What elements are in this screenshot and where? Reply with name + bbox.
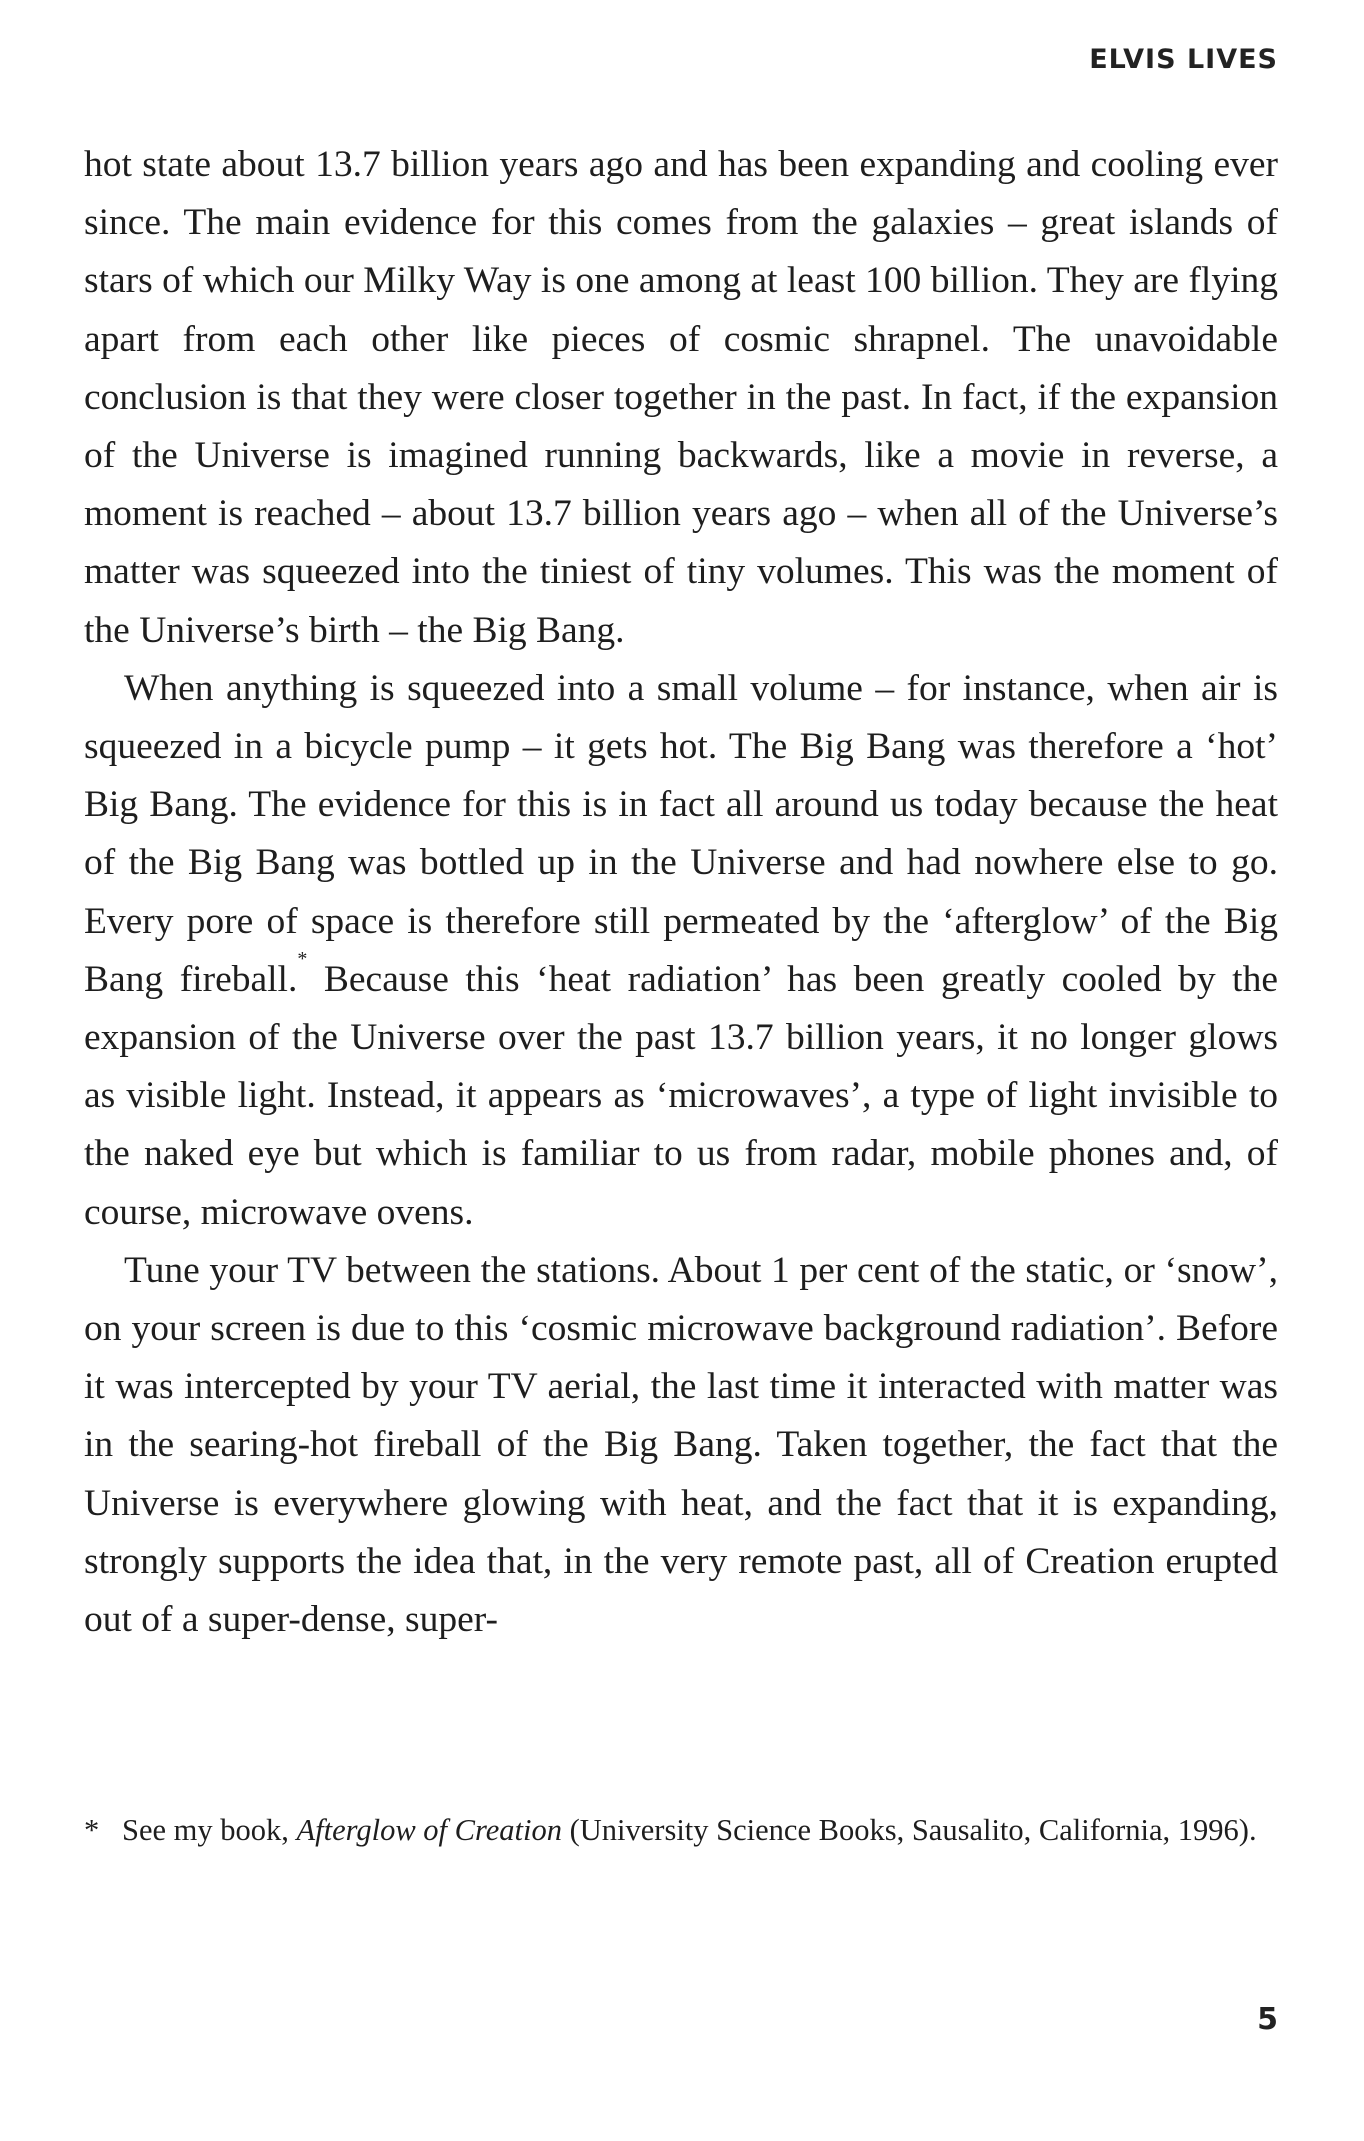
running-title: ELVIS LIVES	[1089, 44, 1278, 75]
footnote-marker: *	[84, 1813, 100, 1847]
paragraph-2-text-a: When anything is squeezed into a small volume – for instance, when air is squeezed in a bicycle pump – it gets hot. The Big Bang was therefore a ‘hot’ Big Bang. The evidence for this is in fact all around us today because the heat of the Big Bang was bottled up in the Universe and had nowhere else to go. Every pore of space is therefore still permeated by the ‘afterglow’ of the Big Bang fireball.	[84, 667, 1278, 1000]
paragraph-2-text-b: Because this ‘heat radiation’ has been greatly cooled by the expansion of the Universe over the past 13.7 billion years, it no longer glows as visible light. Instead, it appears as ‘microwaves’, a type of light invisible to the naked eye but which is familiar to us from radar, mobile phones and, of course, microwave ovens.	[84, 958, 1278, 1233]
main-text	[84, 136, 1278, 1649]
footnote-reference: *	[297, 947, 308, 970]
footnote-suffix: (University Science Books, Sausalito, California, 1996).	[561, 1813, 1257, 1847]
footnote	[84, 1808, 1278, 1853]
paragraph-1: hot state about 13.7 billion years ago and has been expanding and cooling ever since. The main evidence for this comes from the galaxies – great islands of stars of which our Milky Way is one among at least 100 billion. They are flying apart from each other like pieces of cosmic shrapnel. The unavoidable conclusion is that they were closer together in the past. In fact, if the expansion of the Universe is imagined running backwards, like a movie in reverse, a moment is reached – about 13.7 billion years ago – when all of the Universe’s matter was squeezed into the tiniest of tiny volumes. This was the moment of the Universe’s birth – the Big Bang.	[84, 144, 1278, 651]
page-number: 5	[1257, 2002, 1278, 2037]
paragraph-3: Tune your TV between the stations. About 1 per cent of the static, or ‘snow’, on your screen is due to this ‘cosmic microwave background radiation’. Before it was intercepted by your TV aerial, the last time it interacted with matter was in the searing-hot fireball of the Big Bang. Taken together, the fact that the Universe is everywhere glowing with heat, and the fact that it is expanding, strongly supports the idea that, in the very remote past, all of Creation erupted out of a super-dense, super-	[84, 1249, 1278, 1641]
paragraph-2	[84, 660, 1278, 1242]
footnote-book-title: Afterglow of Creation	[296, 1813, 562, 1847]
footnote-prefix: See my book,	[122, 1813, 297, 1847]
